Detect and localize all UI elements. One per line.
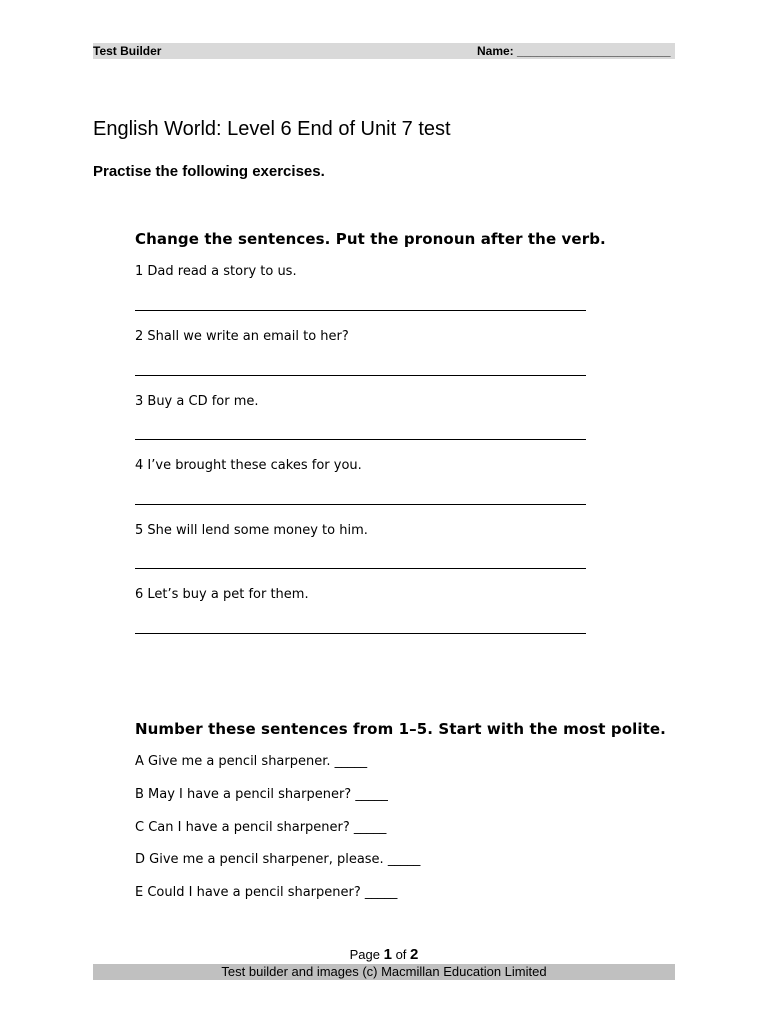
item-b: B May I have a pencil sharpener? _____	[135, 787, 388, 802]
footer-copyright: Test builder and images (c) Macmillan Education Limited	[93, 964, 675, 980]
page-header	[93, 43, 675, 59]
question-5: 5 She will lend some money to him.	[135, 523, 368, 538]
page-subtitle: Practise the following exercises.	[93, 163, 325, 180]
page-number	[0, 946, 768, 963]
question-1: 1 Dad read a story to us.	[135, 264, 297, 279]
header-app-name: Test Builder	[93, 44, 162, 58]
item-d: D Give me a pencil sharpener, please. _____	[135, 852, 421, 867]
section1-heading: Change the sentences. Put the pronoun after the verb.	[135, 230, 606, 248]
answer-line-5	[135, 568, 586, 569]
page-word: Page	[349, 947, 380, 962]
page-title: English World: Level 6 End of Unit 7 test	[93, 118, 451, 140]
page-current: 1	[383, 946, 392, 963]
of-word: of	[395, 947, 407, 962]
item-c: C Can I have a pencil sharpener? _____	[135, 820, 387, 835]
answer-line-2	[135, 375, 586, 376]
question-3: 3 Buy a CD for me.	[135, 394, 259, 409]
page-total: 2	[410, 946, 419, 963]
answer-line-3	[135, 439, 586, 440]
question-6: 6 Let’s buy a pet for them.	[135, 587, 309, 602]
item-a: A Give me a pencil sharpener. _____	[135, 754, 368, 769]
question-4: 4 I’ve brought these cakes for you.	[135, 458, 362, 473]
question-2: 2 Shall we write an email to her?	[135, 329, 349, 344]
item-e: E Could I have a pencil sharpener? _____	[135, 885, 398, 900]
section2-heading: Number these sentences from 1–5. Start with the most polite.	[135, 720, 666, 738]
answer-line-1	[135, 310, 586, 311]
answer-line-4	[135, 504, 586, 505]
header-name-field: Name: _______________________	[477, 44, 671, 58]
answer-line-6	[135, 633, 586, 634]
